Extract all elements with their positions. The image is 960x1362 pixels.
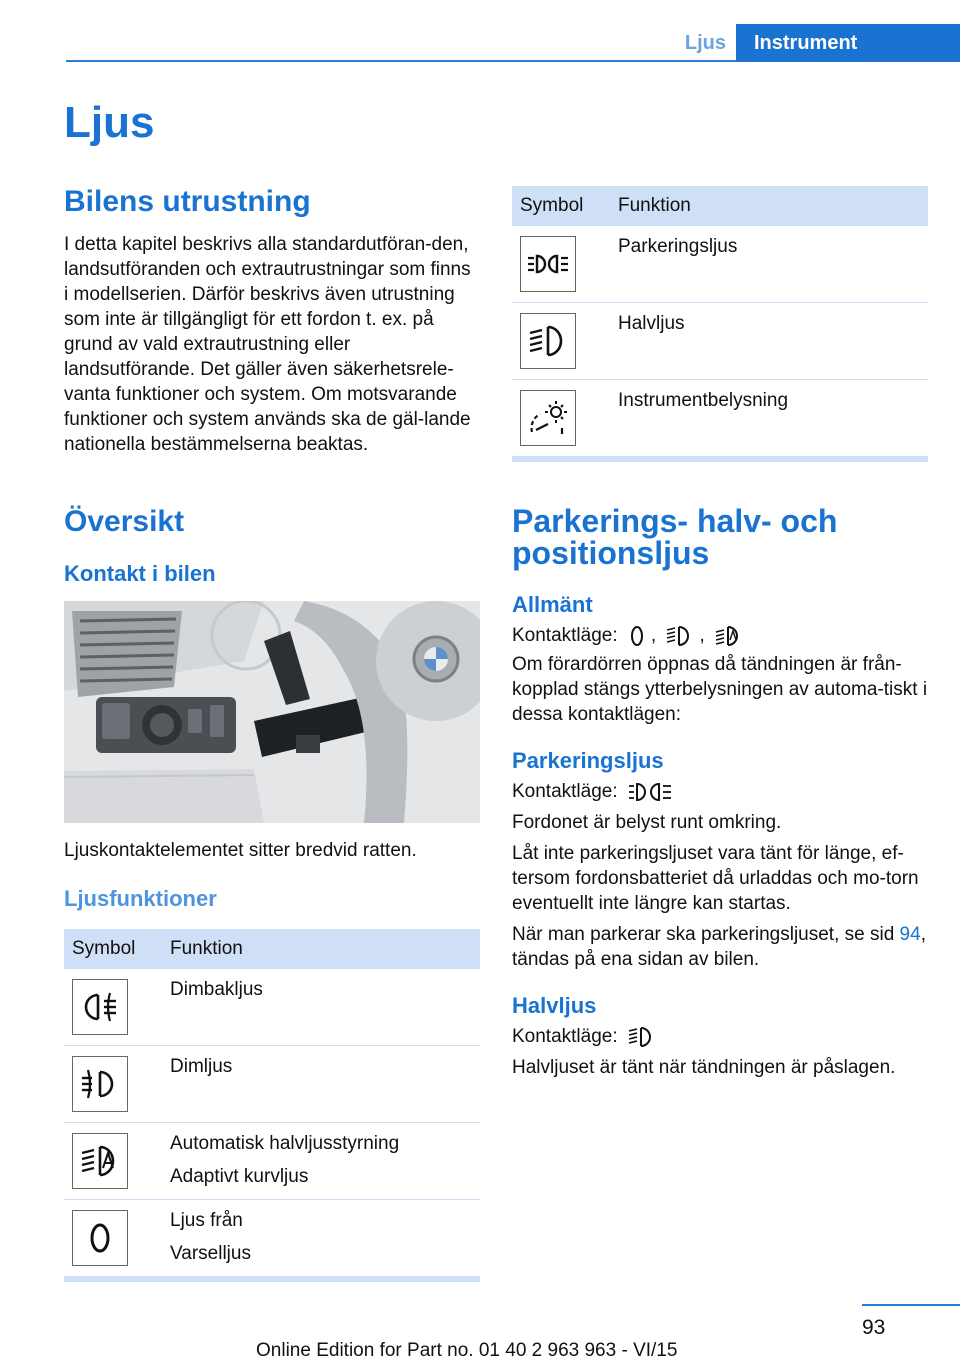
table-row	[64, 1200, 480, 1277]
row-function: Automatisk halvljusstyrning	[170, 1133, 400, 1154]
header-section[interactable]: Ljus	[684, 32, 726, 54]
col-symbol: Symbol	[512, 186, 610, 226]
bilens-section	[64, 186, 480, 457]
parking-light-icon	[627, 780, 675, 804]
row-function-sub: Varselljus	[170, 1243, 251, 1264]
parkeringsljus-heading: Parkeringsljus	[512, 748, 664, 773]
lights-off-icon	[627, 624, 647, 648]
parkeringsljus-p1: Fordonet är belyst runt omkring.	[512, 812, 782, 833]
col-function: Funktion	[162, 929, 480, 969]
page-number: 93	[862, 1316, 886, 1339]
row-function: Instrumentbelysning	[618, 390, 789, 411]
light-switch-illustration	[64, 601, 480, 823]
dashboard-photo	[64, 601, 480, 823]
row-function: Ljus från	[170, 1210, 243, 1231]
page-link-94[interactable]: 94	[899, 924, 921, 945]
row-function-sub: Adaptivt kurvljus	[170, 1166, 309, 1187]
auto-headlight-icon	[714, 624, 744, 648]
lights-off-icon	[78, 1218, 122, 1258]
table-row	[512, 226, 928, 303]
low-beam-icon	[627, 1025, 657, 1049]
kontakt-heading: Kontakt i bilen	[64, 561, 216, 586]
footer-edition-text: Online Edition for Part no. 01 40 2 963 963 - VI/15	[256, 1340, 678, 1361]
bilens-body: I detta kapitel beskrivs alla standardutföran-den, landsutföranden och extrautrustningar som finns i modellserien. Därför beskrivs även utrustning som inte är tillgängligt för ett fordon t. ex. på grund av vald extrautrustning eller landsutförande. Det gäller även säkerhetsrele-vanta funktioner och system. Om motsvarande funktioner och system används ska de gäl-lande nationella bestämmelserna beaktas.	[64, 234, 471, 455]
halvljus-kontakt	[512, 1024, 928, 1049]
parkering-heading-1: Parkerings- halv- och	[512, 503, 838, 539]
allmant-heading: Allmänt	[512, 592, 593, 617]
parkeringsljus-p2: Låt inte parkeringsljuset vara tänt för länge, ef-tersom fordonsbatteriet då urladdas och mo-torn eventuellt inte längre kan startas.	[512, 843, 919, 914]
row-function: Dimljus	[170, 1056, 233, 1077]
kontakt-label: Kontaktläge:	[512, 781, 618, 802]
row-function: Dimbakljus	[170, 979, 263, 1000]
col-symbol: Symbol	[64, 929, 162, 969]
table-row	[64, 1123, 480, 1200]
oversikt-heading: Översikt	[64, 505, 185, 538]
parkering-heading-2: positionsljus	[512, 535, 710, 571]
photo-caption-section	[64, 838, 480, 913]
row-function: Parkeringsljus	[618, 236, 738, 257]
parking-light-icon	[525, 244, 571, 284]
parkering-section	[512, 505, 928, 1080]
low-beam-icon	[526, 321, 570, 361]
left-symbol-table	[64, 929, 480, 1282]
kontakt-label: Kontaktläge:	[512, 1026, 618, 1047]
table-row	[64, 969, 480, 1046]
table-end-rule	[64, 1277, 480, 1282]
parkeringsljus-kontakt	[512, 779, 928, 804]
photo-caption: Ljuskontaktelementet sitter bredvid ratten.	[64, 840, 417, 861]
table-row	[512, 303, 928, 380]
table-row	[64, 1046, 480, 1123]
instrument-lighting-icon	[526, 398, 570, 438]
page-title: Ljus	[64, 98, 155, 147]
front-fog-icon	[78, 1064, 122, 1104]
col-function: Funktion	[610, 186, 928, 226]
table-end-rule	[512, 457, 928, 462]
allmant-kontakt: Kontaktläge: , ,	[512, 623, 928, 648]
header-chapter-tab[interactable]: Instrument	[736, 24, 960, 62]
oversikt-section	[64, 506, 480, 588]
footer-rule	[862, 1304, 960, 1306]
rear-fog-icon	[78, 987, 122, 1027]
row-function: Halvljus	[618, 313, 685, 334]
ljusfunktioner-heading: Ljusfunktioner	[64, 886, 217, 911]
halvljus-body: Halvljuset är tänt när tändningen är påslagen.	[512, 1057, 896, 1078]
allmant-body: Om förardörren öppnas då tändningen är från-kopplad stängs ytterbelysningen av automa-tiskt i dessa kontaktlägen:	[512, 654, 928, 725]
auto-headlight-icon	[78, 1141, 122, 1181]
table-row	[512, 380, 928, 457]
right-symbol-table	[512, 186, 928, 462]
parkeringsljus-p3: När man parkerar ska parkeringsljuset, se sid 94, tändas på ena sidan av bilen.	[512, 924, 926, 970]
halvljus-heading: Halvljus	[512, 993, 597, 1018]
low-beam-icon	[665, 624, 695, 648]
kontakt-label: Kontaktläge:	[512, 625, 618, 646]
bilens-heading: Bilens utrustning	[64, 185, 311, 218]
